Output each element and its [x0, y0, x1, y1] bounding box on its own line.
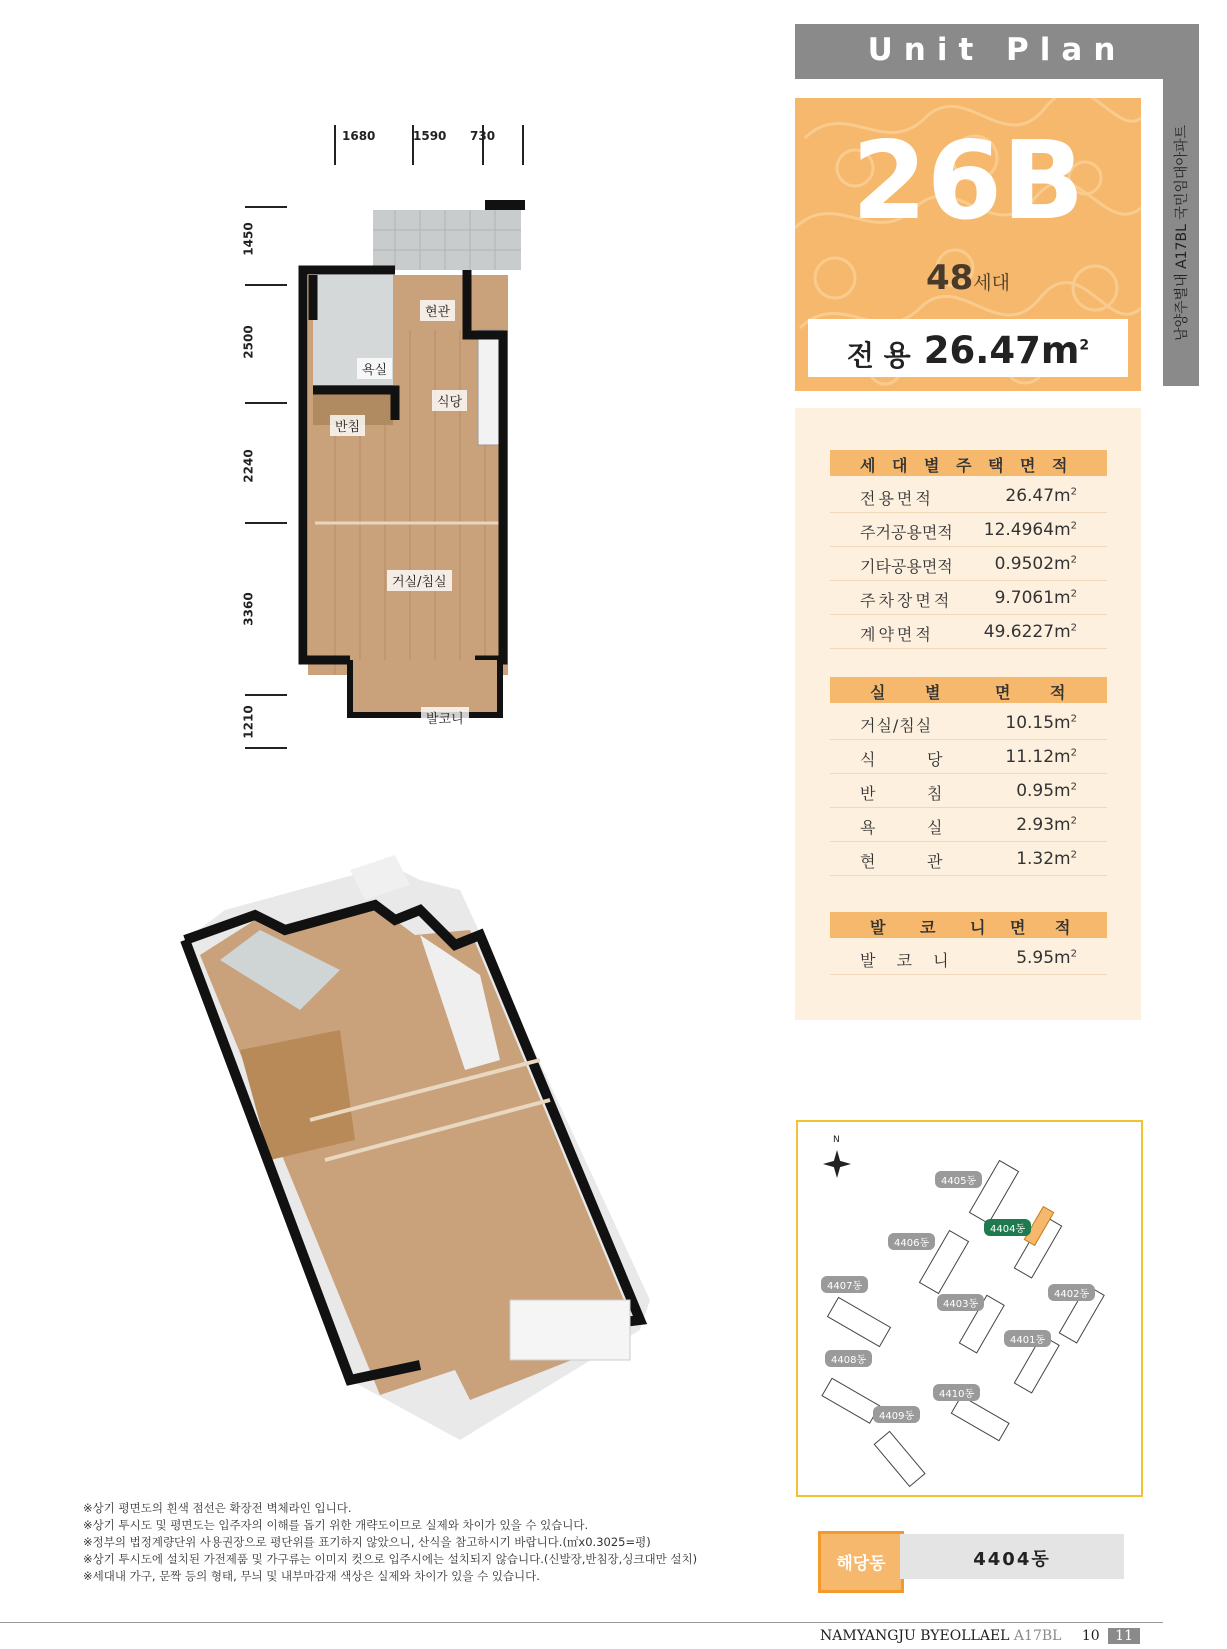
notes — [83, 1500, 783, 1585]
side-label: 남양주별내 A17BL 국민임대아파트 — [1174, 124, 1190, 341]
table-row: 계약면적 $49.6227m^2$ — [830, 615, 1107, 649]
building-label: 4410동 — [933, 1384, 980, 1401]
building-label: 4408동 — [825, 1350, 872, 1367]
table-row: 발 코 니 $5.95m^2$ — [830, 941, 1107, 975]
table-row: 주거공용면적 $12.4964m^2$ — [830, 513, 1107, 547]
table-row: 주차장면적 $9.7061m^2$ — [830, 581, 1107, 615]
isometric-view — [180, 820, 700, 1450]
site-plan — [796, 1120, 1143, 1497]
note-line: ※세대내 가구, 문짝 등의 형태, 무늬 및 내부마감재 색상은 실제와 차이가 있을 수 있습니다. — [83, 1569, 540, 1583]
table-row: 전용면적 $26.47m^2$ — [830, 479, 1107, 513]
note-line: ※상기 평면도의 흰색 점선은 확장전 벽체라인 입니다. — [83, 1501, 352, 1515]
footer-divider — [0, 1622, 1163, 1623]
note-line: ※상기 투시도 및 평면도는 입주자의 이해를 돕기 위한 개략도이므로 실제와 차이가 있을 수 있습니다. — [83, 1518, 589, 1532]
building-label-active: 4404동 — [984, 1219, 1031, 1236]
building-label: 4409동 — [873, 1406, 920, 1423]
room-label-living: 거실/침실 — [387, 570, 452, 591]
svg-text:N: N — [833, 1135, 840, 1145]
table-row: 식 당 $11.12m^2$ — [830, 740, 1107, 774]
page-number: 10 — [1081, 1628, 1100, 1644]
floor-plan-drawing — [195, 75, 685, 795]
household-area-heading: 세 대 별 주 택 면 적 — [830, 450, 1107, 476]
page-title: Unit Plan — [867, 32, 1127, 68]
household-count: 48세대 — [925, 258, 1011, 298]
page-number: 11 — [1108, 1628, 1140, 1644]
building-label: 4401동 — [1004, 1330, 1051, 1347]
unit-type: 26B — [851, 119, 1085, 244]
room-label-entrance: 현관 — [420, 300, 455, 321]
note-line: ※상기 투시도에 설치된 가전제품 및 가구류는 이미지 컷으로 입주시에는 설치되지 않습니다.(신발장,반침장,싱크대만 설치) — [83, 1552, 698, 1566]
footer: NAMYANGJU BYEOLLAEL A17BL 10 11 — [820, 1628, 1140, 1644]
room-label-balcony: 발코니 — [421, 707, 469, 728]
room-area-heading: 실 별 면 적 — [830, 677, 1107, 703]
unit-plan-header — [795, 24, 1199, 79]
exclusive-area-box: 전 용 $26.47m^2$ — [808, 319, 1128, 377]
table-row: 현 관 $1.32m^2$ — [830, 842, 1107, 876]
location-value-box: 4404동 — [900, 1534, 1124, 1579]
table-row: 반 침 $0.95m^2$ — [830, 774, 1107, 808]
floor-plan: 1680 1590 730 1450 2500 2240 3360 1210 현관 욕실 식당 반침 거실/침실 발코니 — [195, 75, 685, 795]
building-label: 4403동 — [937, 1294, 984, 1311]
building-label: 4407동 — [821, 1276, 868, 1293]
isometric-drawing — [180, 820, 700, 1450]
table-row: 거실/침실 $10.15m^2$ — [830, 706, 1107, 740]
room-label-bathroom: 욕실 — [357, 358, 392, 379]
building-label: 4405동 — [935, 1171, 982, 1188]
building-label: 4402동 — [1048, 1284, 1095, 1301]
balcony-area-heading: 발 코 니 면 적 — [830, 912, 1107, 938]
table-row: 기타공용면적 $0.9502m^2$ — [830, 547, 1107, 581]
table-row: 욕 실 $2.93m^2$ — [830, 808, 1107, 842]
building-label: 4406동 — [888, 1233, 935, 1250]
note-line: ※정부의 법정계량단위 사용권장으로 평단위를 표기하지 않았으니, 산식을 참고하시기 바랍니다.(㎡x0.3025=평) — [83, 1535, 651, 1549]
room-label-closet: 반침 — [330, 415, 365, 436]
room-label-dining: 식당 — [432, 390, 467, 411]
exclusive-area-value: $26.47m^2$ — [923, 329, 1090, 372]
location-label-box: 해당동 — [818, 1531, 904, 1593]
